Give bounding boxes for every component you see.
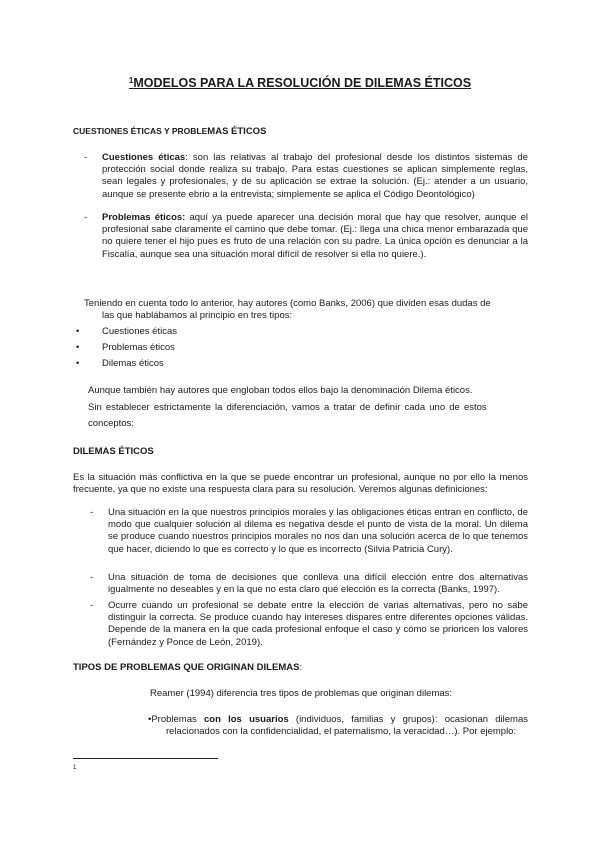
bullet-icon: • xyxy=(148,714,152,725)
bullet-text: Cuestiones éticas xyxy=(102,326,177,337)
paragraph-line: conceptos: xyxy=(88,418,134,430)
bullet-icon: • xyxy=(76,342,80,353)
heading-tipos xyxy=(73,662,302,673)
paragraph xyxy=(88,402,528,430)
bullet-item xyxy=(76,342,175,353)
term: Cuestiones éticas xyxy=(102,152,186,163)
dash-mark: - xyxy=(90,507,94,518)
item-text: (individuos, familias y grupos): ocasionan dilemas xyxy=(288,714,528,725)
dash-mark: - xyxy=(84,212,88,223)
title-text: MODELOS PARA LA RESOLUCIÓN DE DILEMAS ÉTICOS xyxy=(133,76,472,90)
intro-line: las que hablábamos al principio en tres tipos: xyxy=(102,310,293,322)
paragraph: Aunque también hay autores que engloban todos ellos bajo la denominación Dilema éticos. xyxy=(88,385,473,396)
footnote-ref: 1 xyxy=(128,76,134,85)
bullet-text: Dilemas éticos xyxy=(102,358,164,369)
term: Problemas éticos: xyxy=(102,212,186,223)
dash-mark: - xyxy=(84,152,88,163)
definition: : son las relativas al trabajo del profesional desde los distintos sistemas de protección social donde realiza su trabajo. Para estas cuestiones se aplican simplemente reglas, sean legales y profesionales, y de su aplicación se extrae la solución. (Ej.: atender a un usuario, aunque se presente ebrio a la entrevista; simplemente se aplica el Código Deontológico) xyxy=(102,152,528,200)
definition: aquí ya puede aparecer una decisión moral que hay que resolver, aunque el profesional sabe claramente el camino que debe tomar. (Ej.: llega una chica menor embarazada que no quiere tener el hijo pues es fruto de una relación con su padre. La única opción es denunciar a la Fiscalía, aunque sea una situación moral difícil de resolver si ella no quiere.). xyxy=(102,212,528,260)
heading-text: TIPOS DE PROBLEMAS QUE ORIGINAN DILEMAS xyxy=(73,662,300,673)
heading-cuestiones xyxy=(73,126,266,137)
intro-line: Teniendo en cuenta todo lo anterior, hay autores (como Banks, 2006) que dividen esas dudas de xyxy=(84,298,491,309)
heading-part1: CUESTIONES ÉTICAS Y PROBLE xyxy=(73,126,208,136)
list-item xyxy=(84,152,528,201)
list-item xyxy=(90,600,528,649)
bullet-item xyxy=(76,358,164,369)
dash-mark: - xyxy=(90,600,94,611)
heading-part2: MAS ÉTICOS xyxy=(207,126,267,137)
problem-item xyxy=(148,714,528,738)
list-item xyxy=(84,212,528,261)
definition: Ocurre cuando un profesional se debate entre la elección de varias alternativas, pero no sabe distinguir la correcta. Se produce cuando hay intereses dispares entre diferentes opciones válidas. Depende de la manera en la que cada profesional enfoque el caso y cómo se prioricen los valores (Fernández y Ponce de León, 2019). xyxy=(108,600,528,648)
bullet-text: Problemas éticos xyxy=(102,342,175,353)
dilemas-intro: Es la situación más conflictiva en la que se puede encontrar un profesional, aunque no por ello la menos frecuente, ya que no existe una respuesta clara para su resolución. Veremos algunas definiciones: xyxy=(73,472,528,496)
item-text: relacionados con la confidencialidad, el paternalismo, la veracidad…). Por ejemplo: xyxy=(166,726,517,738)
dash-mark: - xyxy=(90,572,94,583)
intro-paragraph xyxy=(84,298,532,322)
paragraph-line: Sin establecer estrictamente la diferenciación, vamos a tratar de definir cada uno de estos xyxy=(88,402,487,413)
item-text: Problemas xyxy=(151,714,204,725)
item-bold: con los usuarios xyxy=(203,714,289,725)
bullet-item xyxy=(76,326,177,337)
heading-colon: : xyxy=(299,662,303,673)
paragraph: Reamer (1994) diferencia tres tipos de problemas que originan dilemas: xyxy=(150,688,453,699)
definition: Una situación en la que nuestros principios morales y las obligaciones éticas entran en conflicto, de modo que cualquier solución al dilema es negativa desde el punto de vista de la moral. Un dilema se produce cuando nuestros principios morales no nos dan una solución acerca de lo que tenemos que hacer, diciendo lo que es correcto y lo que es incorrecto (Silvia Patricia Cury). xyxy=(108,507,528,555)
bullet-icon: • xyxy=(76,358,80,369)
heading-dilemas: DILEMAS ÉTICOS xyxy=(73,446,154,457)
bullet-icon: • xyxy=(76,326,80,337)
list-item xyxy=(90,572,528,596)
page-title xyxy=(0,76,600,90)
definition: Una situación de toma de decisiones que conlleva una difícil elección entre dos alternativas igualmente no deseables y en la que no esta claro qué elección es la correcta (Banks, 1997). xyxy=(108,572,528,596)
list-item xyxy=(90,507,528,556)
footnote-number: 1 xyxy=(73,765,77,771)
footnote-divider xyxy=(73,758,218,759)
